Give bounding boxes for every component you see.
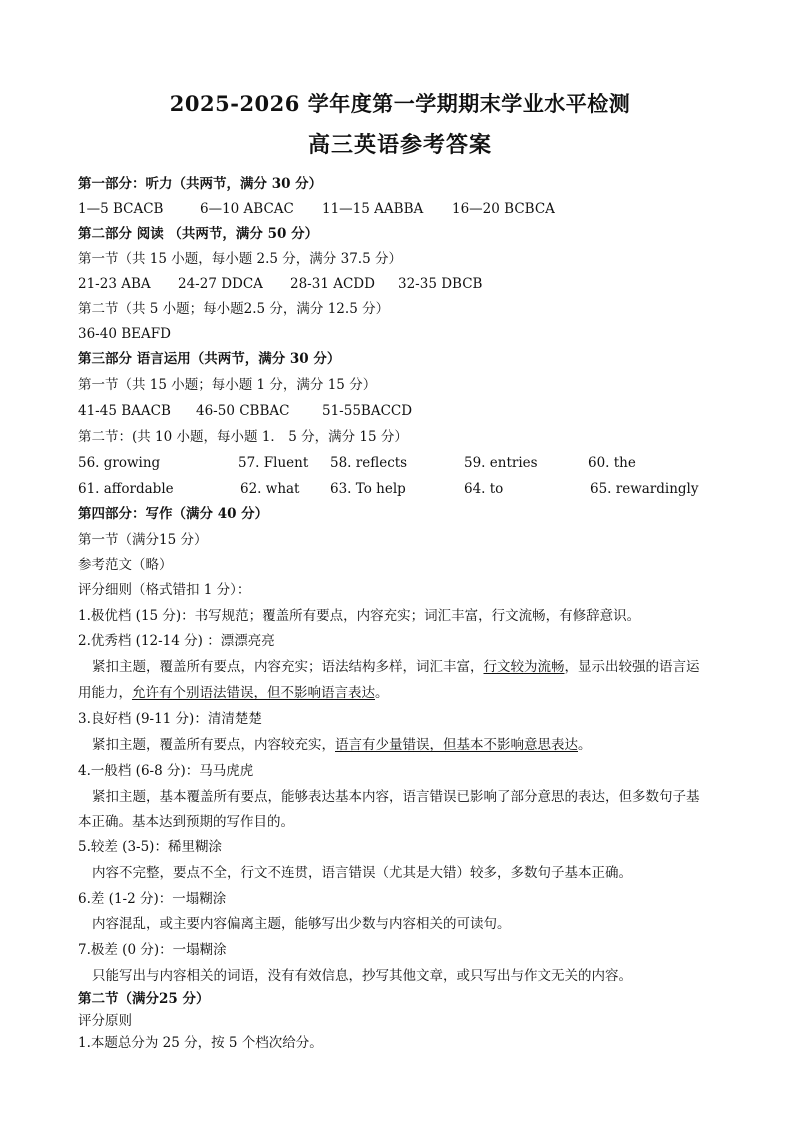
part3-fill-answer: 58. reflects: [330, 455, 408, 471]
level2-description-cont: [78, 683, 389, 703]
part3-fill-answer: 56. growing: [78, 455, 161, 471]
part2-section2-title: 第二节（共 5 小题；每小题2.5 分，满分 12.5 分）: [78, 301, 390, 317]
level2-text: 。: [375, 685, 389, 701]
part2-section2-answers: 36-40 BEAFD: [78, 326, 171, 342]
level2-underlined-text: 行文较为流畅: [483, 659, 565, 675]
level7-title: 7.极差 (0 分)：一塌糊涂: [78, 942, 227, 958]
level2-text: 紧扣主题，覆盖所有要点，内容充实；语法结构多样，词汇丰富，: [92, 659, 484, 675]
part1-heading: 第一部分：听力（共两节，满分 30 分）: [78, 176, 323, 192]
part3-section1-title: 第一节（共 15 小题；每小题 1 分，满分 15 分）: [78, 377, 377, 393]
level5-description: 内容不完整，要点不全，行文不连贯，语言错误（尤其是大错）较多，多数句子基本正确。: [92, 865, 632, 881]
part3-answer: 41-45 BAACB: [78, 403, 171, 419]
level2-description: [92, 657, 700, 677]
document-subtitle: 高三英语参考答案: [307, 132, 492, 158]
part1-answer: 16—20 BCBCA: [452, 201, 555, 217]
part3-fill-answer: 59. entries: [464, 455, 538, 471]
level6-description: 内容混乱，或主要内容偏离主题，能够写出少数与内容相关的可读句。: [92, 916, 511, 932]
part2-section1-title: 第一节（共 15 小题，每小题 2.5 分，满分 37.5 分）: [78, 251, 402, 267]
level1-criteria: 1.极优档 (15 分)：书写规范；覆盖所有要点，内容充实；词汇丰富，行文流畅，有修辞意识。: [78, 608, 641, 624]
part2-heading: 第二部分 阅读 （共两节，满分 50 分）: [78, 226, 319, 242]
part1-answer: 1—5 BCACB: [78, 201, 164, 217]
part1-answer: 6—10 ABCAC: [200, 201, 294, 217]
part3-fill-answer: 61. affordable: [78, 481, 174, 497]
scoring-rule-1: 1.本题总分为 25 分，按 5 个档次给分。: [78, 1035, 323, 1051]
part3-answer: 51-55BACCD: [322, 403, 413, 419]
level3-underlined-text: 语言有少量错误，但基本不影响意思表达: [335, 737, 578, 753]
part4-heading: 第四部分：写作（满分 40 分）: [78, 506, 269, 522]
level2-title: 2.优秀档 (12-14 分) ：漂漂亮亮: [78, 633, 275, 649]
part3-fill-answer: 57. Fluent: [238, 455, 309, 471]
part2-answer: 28-31 ACDD: [290, 276, 375, 292]
level6-title: 6.差 (1-2 分)：一塌糊涂: [78, 891, 227, 907]
level3-text: 紧扣主题，覆盖所有要点，内容较充实，: [92, 737, 335, 753]
level3-text: 。: [578, 737, 592, 753]
part4-section1-title: 第一节（满分15 分）: [78, 532, 208, 548]
part4-section2-title: 第二节（满分25 分）: [78, 991, 210, 1007]
part3-fill-answer: 62. what: [240, 481, 300, 497]
criteria-title: 评分细则（格式错扣 1 分）：: [78, 582, 251, 598]
part3-fill-answer: 64. to: [464, 481, 504, 497]
part3-fill-answer: 63. To help: [330, 481, 406, 497]
part1-answer: 11—15 AABBA: [322, 201, 424, 217]
level7-description: 只能写出与内容相关的词语，没有有效信息，抄写其他文章，或只写出与作文无关的内容。: [92, 968, 632, 984]
sample-essay-note: 参考范文（略）: [78, 557, 173, 573]
part2-answer: 24-27 DDCA: [178, 276, 263, 292]
scoring-principles-title: 评分原则: [78, 1013, 132, 1029]
part2-answer: 32-35 DBCB: [398, 276, 483, 292]
part2-answer: 21-23 ABA: [78, 276, 151, 292]
level3-description: [92, 735, 592, 755]
part3-heading: 第三部分 语言运用（共两节，满分 30 分）: [78, 351, 341, 367]
level5-title: 5.较差 (3-5)：稀里糊涂: [78, 839, 222, 855]
document-title: 2025-2026 学年度第一学期期末学业水平检测: [169, 91, 631, 116]
part3-section2-title: 第二节：(共 10 小题，每小题 1． 5 分，满分 15 分）: [78, 429, 408, 445]
level4-description: 紧扣主题，基本覆盖所有要点，能够表达基本内容，语言错误已影响了部分意思的表达，但多数句子基: [92, 789, 700, 805]
level4-title: 4.一般档 (6-8 分)：马马虎虎: [78, 763, 254, 779]
part3-fill-answer: 60. the: [588, 455, 636, 471]
level3-title: 3.良好档 (9-11 分)：清清楚楚: [78, 711, 262, 727]
level2-text: ，显示出较强的语言运: [564, 659, 700, 675]
part3-fill-answer: 65. rewardingly: [590, 481, 699, 497]
part3-answer: 46-50 CBBAC: [196, 403, 290, 419]
level2-underlined-text: 允许有个别语法错误，但不影响语言表达: [132, 685, 375, 701]
level4-description-cont: 本正确。基本达到预期的写作目的。: [78, 814, 294, 830]
level2-text: 用能力，: [78, 685, 132, 701]
